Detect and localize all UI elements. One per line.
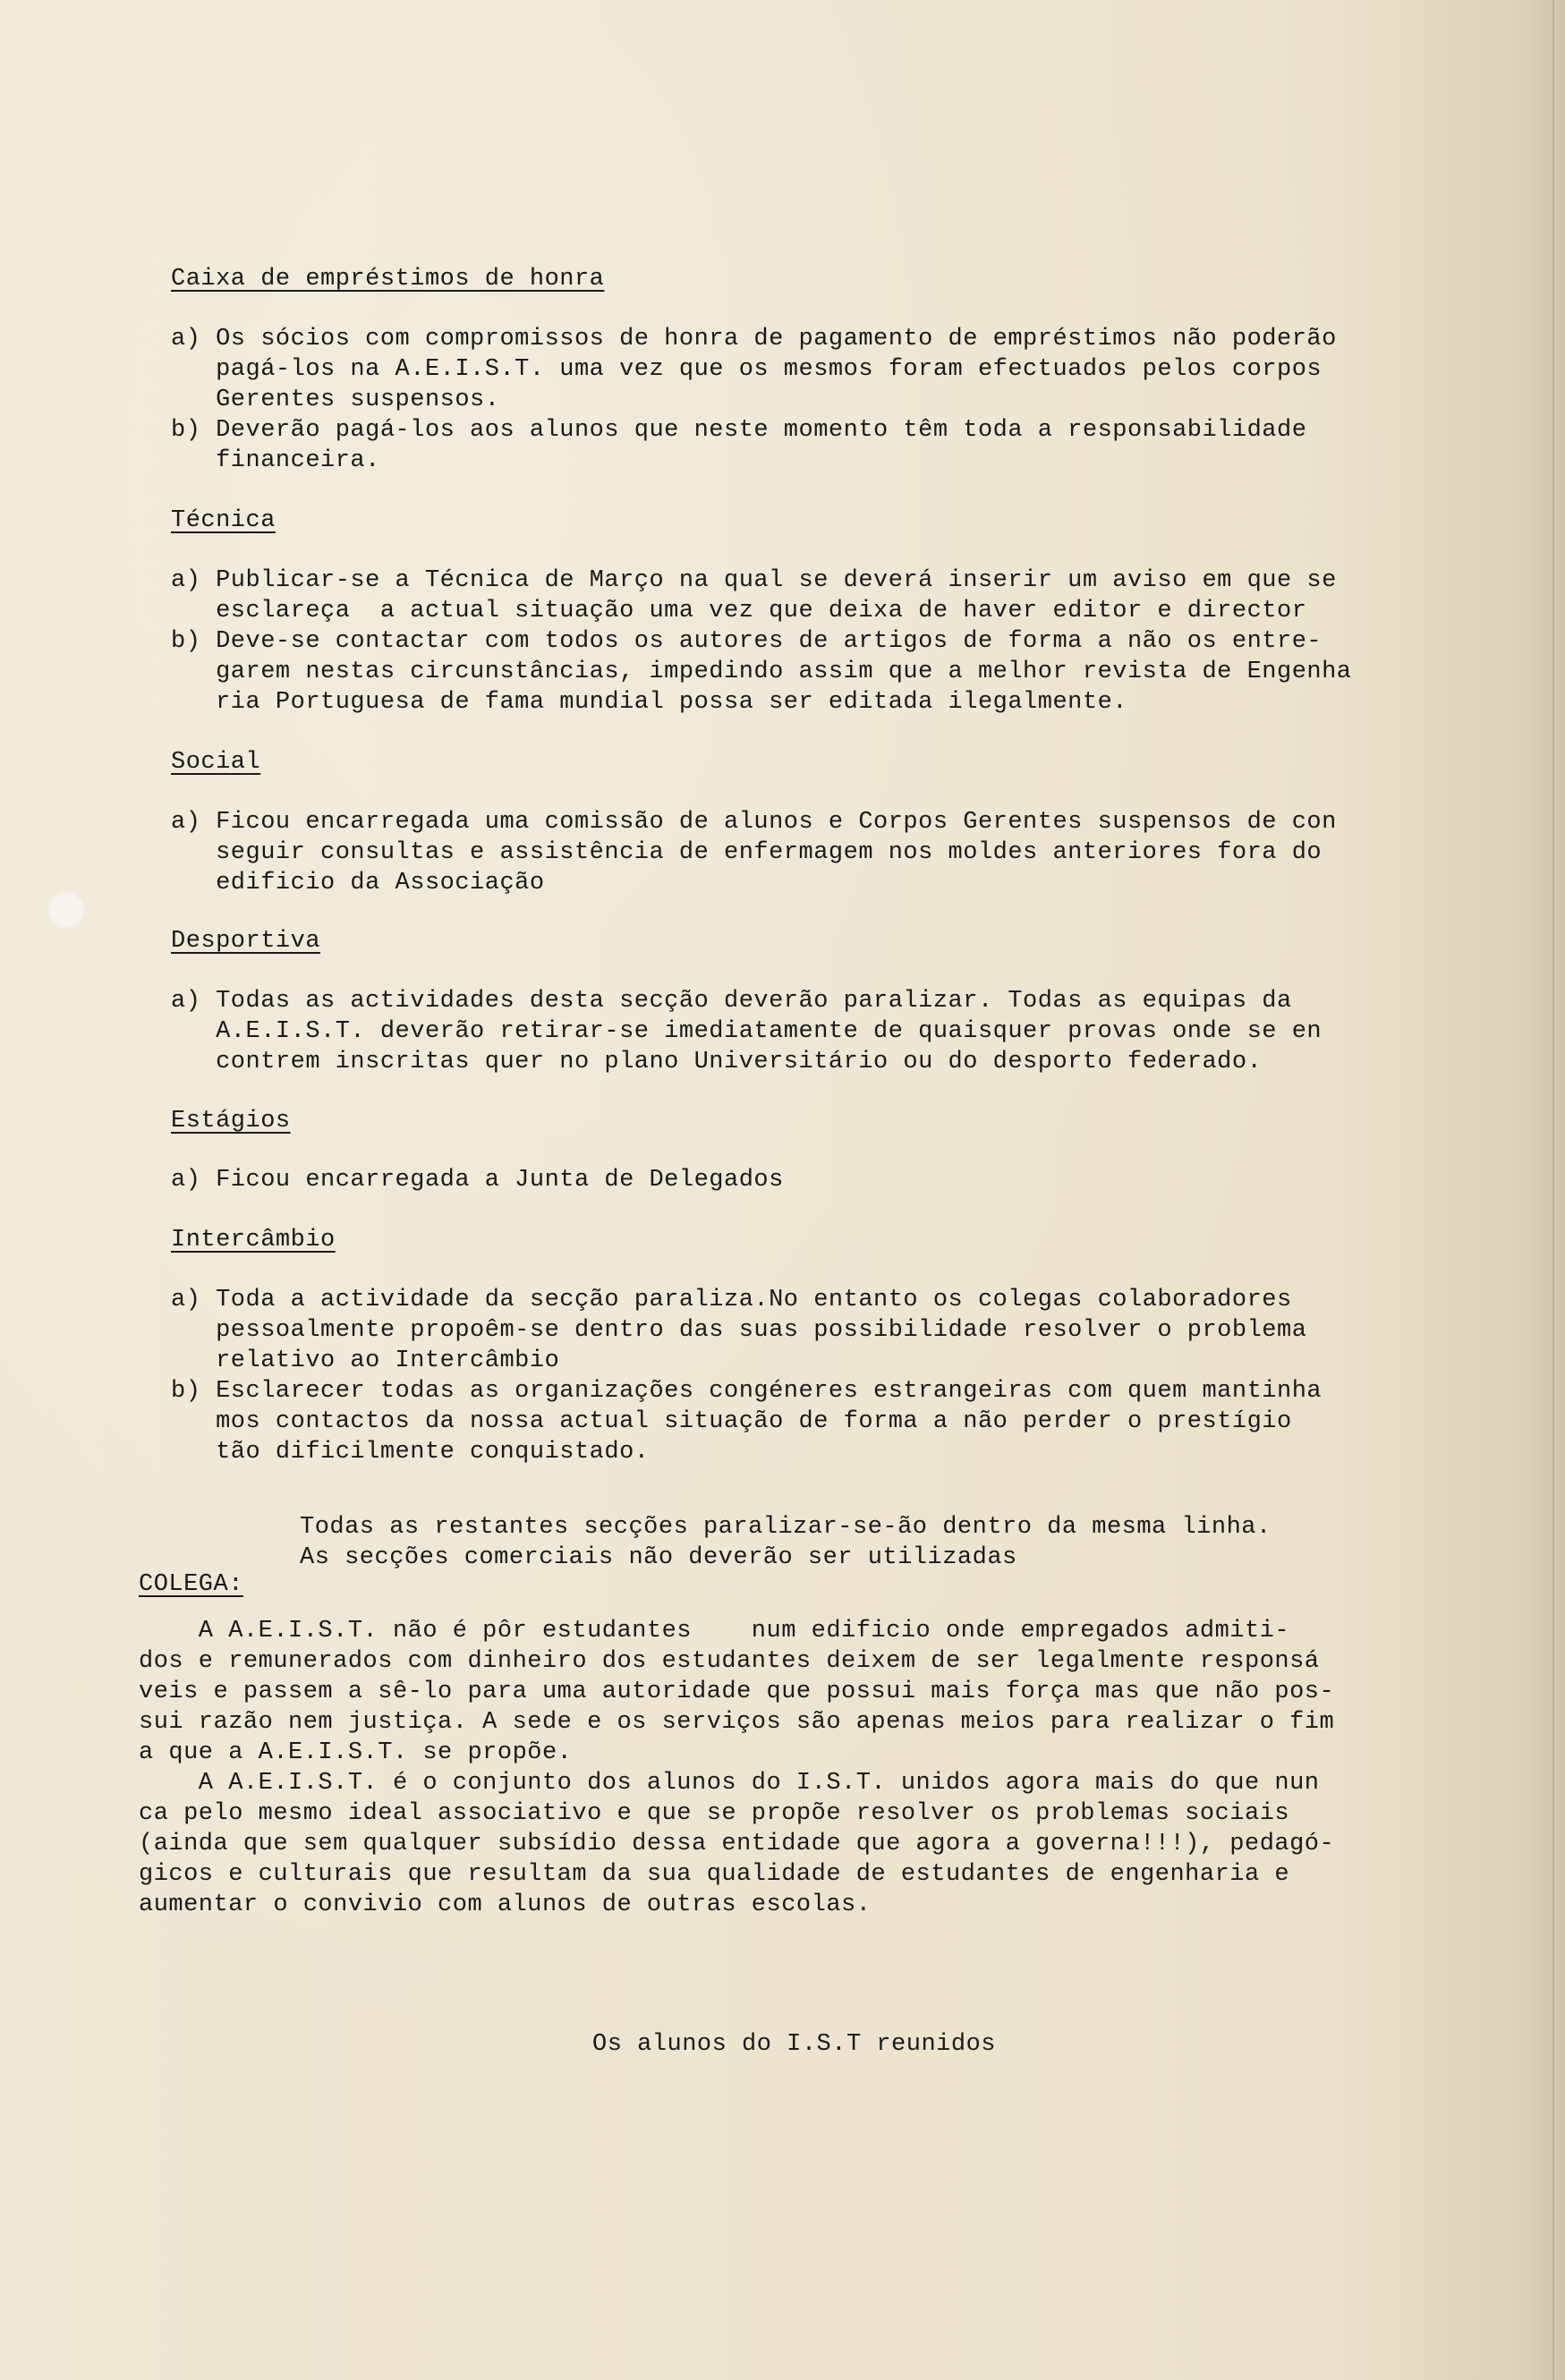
intercambio-line: pessoalmente propoêm-se dentro das suas possibilidade resolver o problema — [171, 1317, 1307, 1344]
intercambio-line: b) Esclarecer todas as organizações congéneres estrangeiras com quem mantinha — [171, 1378, 1323, 1405]
closing-note: Todas as restantes secções paralizar-se-ão dentro da mesma linha. — [300, 1514, 1272, 1541]
intercambio-line: relativo ao Intercâmbio — [171, 1347, 560, 1374]
tecnica-line: ria Portuguesa de fama mundial possa ser editada ilegalmente. — [171, 689, 1127, 716]
caixa-line: a) Os sócios com compromissos de honra de pagamento de empréstimos não poderão — [171, 326, 1337, 353]
caixa-line: financeira. — [171, 447, 380, 474]
desportiva-line: contrem inscritas quer no plano Universitário ou do desporto federado. — [171, 1049, 1263, 1075]
intercambio-line: mos contactos da nossa actual situação de forma a não perder o prestígio — [171, 1408, 1292, 1435]
colega-line: A A.E.I.S.T. não é pôr estudantes num edificio onde empregados admiti- — [139, 1618, 1290, 1645]
colega-line: a que a A.E.I.S.T. se propõe. — [139, 1739, 573, 1766]
page-edge-shadow — [1552, 0, 1554, 2380]
intercambio-line: tão dificilmente conquistado. — [171, 1439, 650, 1466]
tecnica-line: esclareça a actual situação uma vez que deixa de haver editor e director — [171, 598, 1307, 625]
tecnica-line: a) Publicar-se a Técnica de Março na qual se deverá inserir um aviso em que se — [171, 567, 1337, 594]
colega-line: (ainda que sem qualquer subsídio dessa entidade que agora a governa!!!), pedagó- — [139, 1831, 1335, 1857]
colega-line: aumentar o convivio com alunos de outras escolas. — [139, 1891, 872, 1918]
heading-colega: COLEGA: — [139, 1571, 243, 1598]
tecnica-line: garem nestas circunstâncias, impedindo assim que a melhor revista de Engenha — [171, 659, 1352, 685]
colega-line: gicos e culturais que resultam da sua qualidade de estudantes de engenharia e — [139, 1861, 1290, 1888]
estagios-line: a) Ficou encarregada a Junta de Delegados — [171, 1167, 784, 1194]
heading-social: Social — [171, 749, 261, 776]
heading-caixa: Caixa de empréstimos de honra — [171, 266, 605, 293]
caixa-line: pagá-los na A.E.I.S.T. uma vez que os mesmos foram efectuados pelos corpos — [171, 356, 1323, 383]
heading-intercambio: Intercâmbio — [171, 1227, 336, 1254]
caixa-line: Gerentes suspensos. — [171, 387, 500, 413]
colega-line: veis e passem a sê-lo para uma autoridade que possui mais força mas que não pos- — [139, 1679, 1335, 1705]
caixa-line: b) Deverão pagá-los aos alunos que neste momento têm toda a responsabilidade — [171, 417, 1307, 444]
tecnica-line: b) Deve-se contactar com todos os autores de artigos de forma a não os entre- — [171, 628, 1323, 655]
colega-line: A A.E.I.S.T. é o conjunto dos alunos do I.S.T. unidos agora mais do que nun — [139, 1770, 1320, 1797]
colega-line: ca pelo mesmo ideal associativo e que se propõe resolver os problemas sociais — [139, 1800, 1290, 1827]
social-line: seguir consultas e assistência de enfermagem nos moldes anteriores fora do — [171, 839, 1323, 866]
colega-line: sui razão nem justiça. A sede e os serviços são apenas meios para realizar o fim — [139, 1709, 1335, 1736]
closing-note: As secções comerciais não deverão ser utilizadas — [300, 1544, 1017, 1571]
heading-tecnica: Técnica — [171, 507, 276, 534]
intercambio-line: a) Toda a actividade da secção paraliza.No entanto os colegas colaboradores — [171, 1287, 1292, 1313]
heading-desportiva: Desportiva — [171, 928, 321, 955]
social-line: edificio da Associação — [171, 870, 545, 897]
punch-hole — [47, 890, 86, 930]
signature: Os alunos do I.S.T reunidos — [592, 2031, 996, 2058]
heading-estagios: Estágios — [171, 1108, 291, 1135]
social-line: a) Ficou encarregada uma comissão de alunos e Corpos Gerentes suspensos de con — [171, 809, 1337, 836]
colega-line: dos e remunerados com dinheiro dos estudantes deixem de ser legalmente responsá — [139, 1648, 1320, 1675]
desportiva-line: A.E.I.S.T. deverão retirar-se imediatamente de quaisquer provas onde se en — [171, 1018, 1323, 1045]
desportiva-line: a) Todas as actividades desta secção deverão paralizar. Todas as equipas da — [171, 988, 1292, 1015]
